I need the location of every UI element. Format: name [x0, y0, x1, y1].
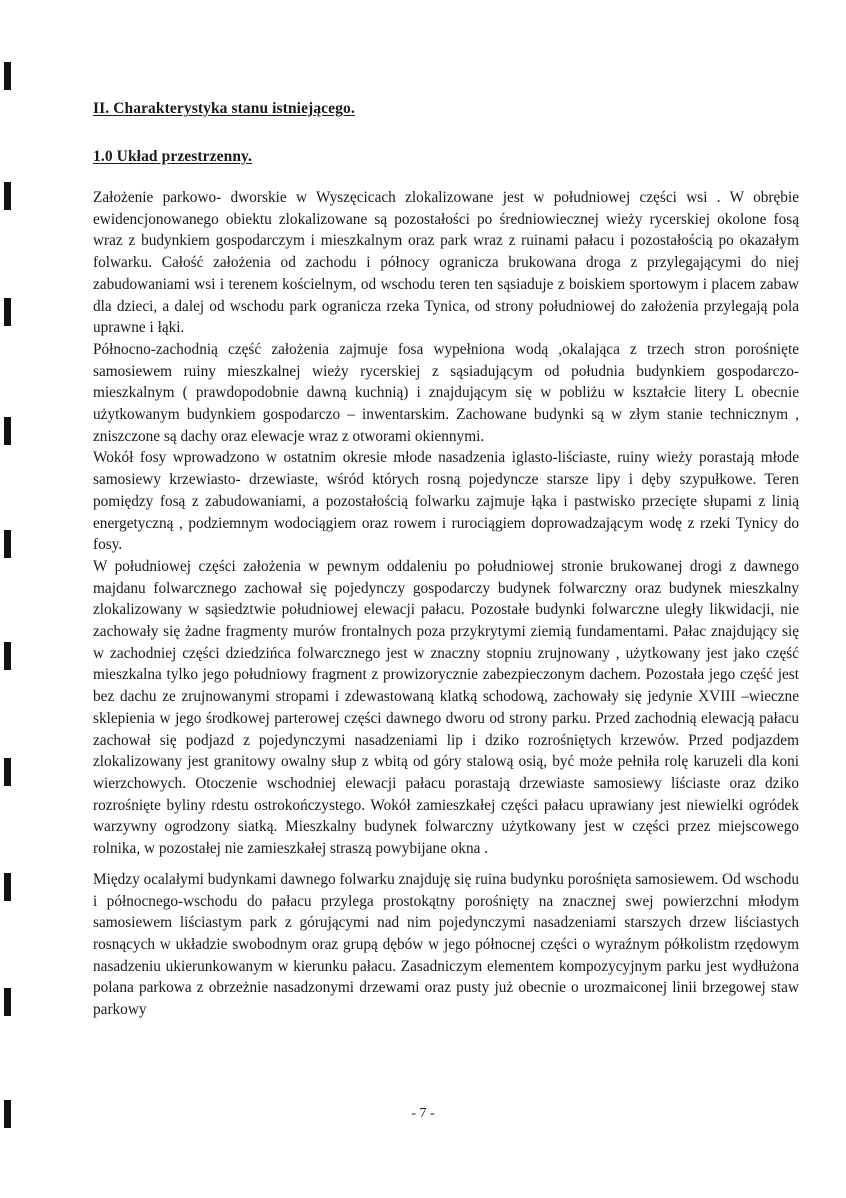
binder-hole-mark	[4, 298, 11, 326]
paragraph: Wokół fosy wprowadzono w ostatnim okresie młode nasadzenia iglasto-liściaste, ruiny wieży porastają młode samosiewy krzewiasto- drzewiaste, wśród których rosną pojedyncze starsze lipy i dęby szypułkowe. Teren pomiędzy fosą z zabudowaniami, a pozostałością folwarku zajmuje łąka i pastwisko przecięte słupami z linią energetyczną , podziemnym wodociągiem oraz rowem i rurociągiem doprowadzającym wodę z rzeki Tynicy do fosy.	[93, 449, 799, 554]
binder-hole-mark	[4, 873, 11, 901]
binder-hole-mark	[4, 988, 11, 1016]
body-text	[93, 187, 799, 1021]
section-heading: II. Charakterystyka stanu istniejącego.	[93, 100, 355, 117]
binder-hole-mark	[4, 62, 11, 90]
paragraph: Między ocalałymi budynkami dawnego folwarku znajduję się ruina budynku porośnięta samosiewem. Od wschodu i północnego-wschodu do pałacu przylega prostokątny porośnięty na znacznej swej powierzchni młodym samosiewem liściastym park z górującymi nad nim pojedynczymi nasadzeniami starszych drzew liściastych rosnących w układzie swobodnym oraz grupą dębów w jego północnej części o wyraźnym półkolistm rzędowym nasadzeniu ukierunkowanym w kierunku pałacu. Zasadniczym elementem kompozycyjnym parku jest wydłużona polana parkowa z obrzeżnie nasadzonymi drzewami oraz pusty już obecnie o urozmaiconej linii brzegowej staw parkowy	[93, 870, 799, 1019]
binder-hole-mark	[4, 530, 11, 558]
subsection-heading: 1.0 Układ przestrzenny.	[93, 148, 253, 165]
binder-hole-mark	[4, 417, 11, 445]
binder-hole-mark	[4, 758, 11, 786]
binder-hole-mark	[4, 182, 11, 210]
paragraph: W południowej części założenia w pewnym oddaleniu po południowej stronie brukowanej drogi z dawnego majdanu folwarcznego zachował się pojedynczy gospodarczy budynek folwarczny oraz budynek mieszkalny zlokalizowany w sąsiedztwie południowej elewacji pałacu. Pozostałe budynki folwarczne uległy likwidacji, nie zachowały się żadne fragmenty murów frontalnych poza przykrytymi ziemią fundamentami. Pałac znajdujący się w zachodniej części dziedzińca folwarcznego jest w znaczny stopniu zrujnowany , użytkowany jest jako część mieszkalna tylko jego południowy fragment z prowizorycznie zabezpieczonym dachem. Pozostała jego część jest bez dachu ze zrujnowanymi stropami i zdewastowaną klatką schodową, zachowały się jedynie XVIII –wieczne sklepienia w jego środkowej parterowej części dawnego dworu od strony parku. Przed zachodnią elewacją pałacu zachował się podjazd z pojedynczymi nasadzeniami lip i dziko rozrośniętych krzewów. Przed podjazdem zlokalizowany jest granitowy owalny słup z wbitą od góry stalową osią, być może pełniła rolę karuzeli dla koni wierzchowych. Otoczenie wschodniej elewacji pałacu porastają drzewiaste samosiewy liściaste oraz dziko rozrośnięte byliny rdestu ostrokończystego. Wokół zamieszkałej części pałacu uprawiany jest niewielki ogródek warzywny ogrodzony siatką. Mieszkalny budynek folwarczny użytkowany jest w części przez miejscowego rolnika, w pozostałej nie zamieszkałej straszą powybijane okna .	[93, 557, 799, 858]
page-number: - 7 -	[411, 1106, 435, 1121]
paragraph: Założenie parkowo- dworskie w Wyszęcicach zlokalizowane jest w południowej części wsi . W obrębie ewidencjonowanego obiektu zlokalizowane są pozostałości po średniowiecznej wieży rycerskiej okolone fosą wraz z budynkiem gospodarczym i mieszkalnym oraz park wraz z ruinami pałacu i pozostałością po okazałym folwarku. Całość założenia od zachodu i północy ogranicza brukowana droga z przylegającymi do niej zabudowaniami wsi i terenem kościelnym, od wschodu teren ten sąsiaduje z boiskiem sportowym i placem zabaw dla dzieci, a dalej od wschodu park ogranicza rzeka Tynica, od strony południowej do założenia przylegają pola uprawne i łąki.	[93, 189, 799, 337]
paragraph: Północno-zachodnią część założenia zajmuje fosa wypełniona wodą ,okalająca z trzech stron porośnięte samosiewem ruiny mieszkalnej wieży rycerskiej z sąsiadującym od południa budynkiem gospodarczo-mieszkalnym ( prawdopodobnie dawną kuchnią) i znajdującym się w pobliżu w kształcie litery L obecnie użytkowanym budynkiem gospodarczo – inwentarskim. Zachowane budynki są w złym stanie technicznym , zniszczone są dachy oraz elewacje wraz z otworami okiennymi.	[93, 340, 799, 445]
binder-hole-mark	[4, 642, 11, 670]
